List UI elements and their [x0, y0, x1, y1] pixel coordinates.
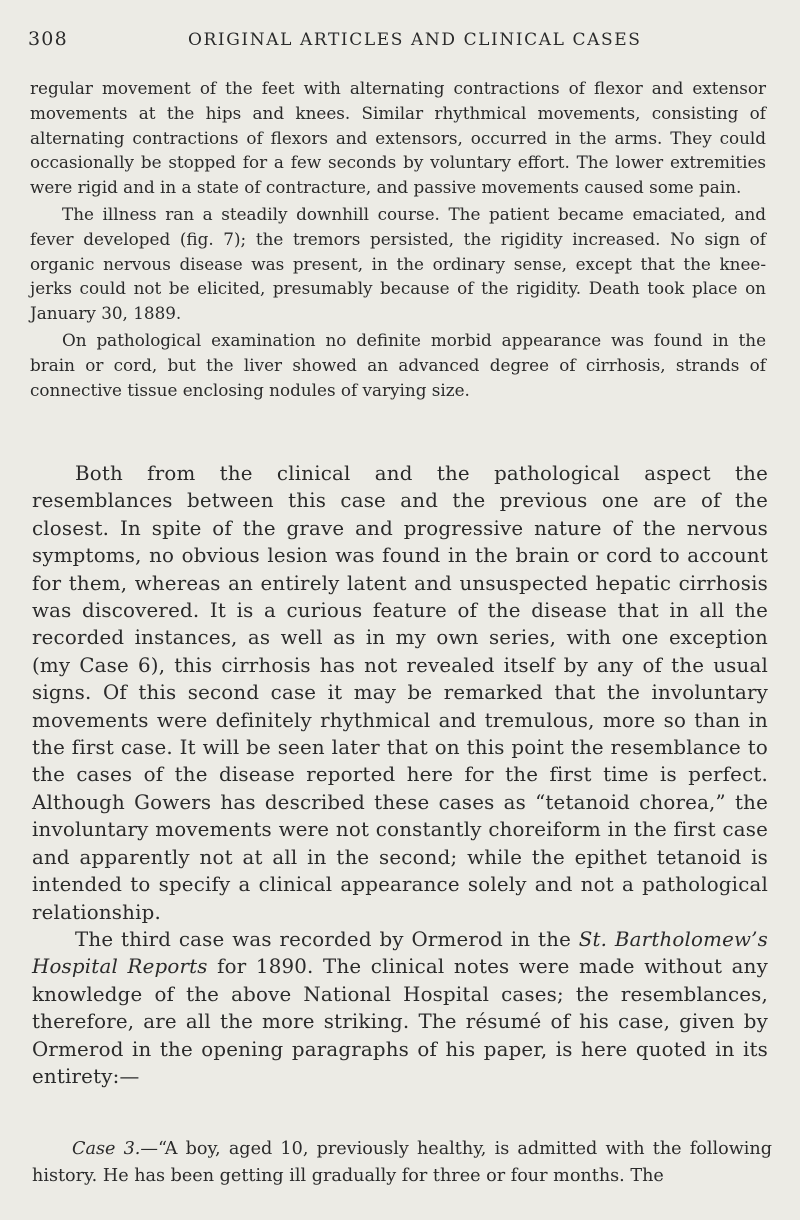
paragraph: [32, 1136, 772, 1190]
quoted-case: [32, 1136, 772, 1190]
paragraph: [32, 926, 768, 1090]
case-notes-small-type: [30, 76, 766, 402]
text-run: —“A boy, aged 10, previously healthy, is admitted with the following history. He has been getting ill gradually for three or four months. The: [32, 1139, 772, 1186]
paragraph: The illness ran a steadily downhill course. The patient became emaciated, and fever developed (fig. 7); the tremors persisted, the rigidity increased. No sign of organic nervous disease was present, in the ordinary sense, except that the knee-jerks could not be elicited, presumably because of the rigidity. Death took place on January 30, 1889.: [30, 203, 766, 324]
case-label: Case 3.: [72, 1139, 141, 1159]
running-title: ORIGINAL ARTICLES AND CLINICAL CASES: [188, 30, 642, 50]
text-run: for 1890. The clinical notes were made without any knowledge of the above National Hospital cases; the resemblances, therefore, are all the more striking. The résumé of his case, given by Ormerod in the opening paragraphs of his paper, is here quoted in its entirety:—: [32, 955, 768, 1088]
paragraph: regular movement of the feet with alternating contractions of flexor and extensor movements at the hips and knees. Similar rhythmical movements, consisting of alternating contractions of flexors and extensors, occurred in the arms. They could occasionally be stopped for a few seconds by voluntary effort. The lower extremities were rigid and in a state of contracture, and passive movements caused some pain.: [30, 78, 766, 198]
journal-title: St. Bartholomew’s Hospital Reports: [32, 927, 768, 979]
paragraph: Both from the clinical and the pathological aspect the resemblances between this case and the previous one are of the closest. In spite of the grave and progressive nature of the nervous symptoms, no obvious lesion was found in the brain or cord to account for them, whereas an entirely latent and unsuspected hepatic cirrhosis was discovered. It is a curious feature of the disease that in all the recorded instances, as well as in my own series, with one exception (my Case 6), this cirrhosis has not revealed itself by any of the usual signs. Of this second case it may be remarked that the involuntary movements were definitely rhythmical and tremulous, more so than in the first case. It will be seen later that on this point the resemblance to the cases of the disease reported here for the first time is perfect. Although Gowers has described these cases as “tetanoid chorea,” the involuntary movements were not constantly choreiform in the first case and apparently not at all in the second; while the epithet tetanoid is intended to specify a clinical appearance solely and not a pathological relationship.: [32, 462, 768, 924]
paragraph: On pathological examination no definite morbid appearance was found in the brain or cord, but the liver showed an advanced degree of cirrhosis, strands of connective tissue enclosing nodules of varying size.: [30, 329, 766, 400]
text-run: The third case was recorded by Ormerod in the: [75, 927, 572, 951]
running-header: [28, 28, 770, 54]
page-number: 308: [28, 28, 68, 50]
body-text: [32, 460, 768, 1090]
